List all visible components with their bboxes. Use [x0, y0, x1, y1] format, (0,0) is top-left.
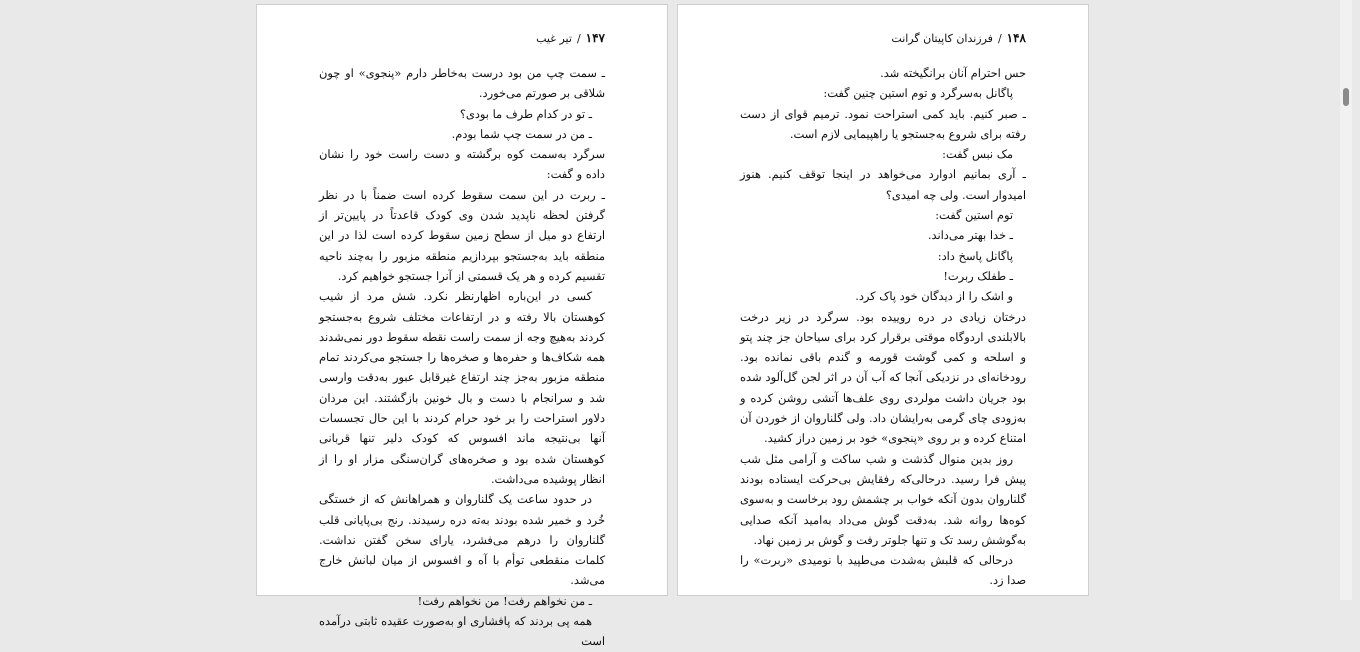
header-separator: / [997, 32, 1002, 45]
paragraph: مک نبس گفت: [942, 147, 1013, 162]
paragraph: درحالی که قلبش به‌شدت می‌طپید با نومیدی «ربرت» را صدا زد. [740, 553, 1026, 588]
book-page-left [256, 4, 668, 649]
paragraph: ـ من در سمت چپ شما بودم. [451, 126, 592, 141]
paragraph: و اشک را از دیدگان خود پاک کرد. [855, 289, 1013, 304]
paragraph: سرگرد به‌سمت کوه برگشته و دست راست خود را نشان داده و گفت: [319, 147, 605, 182]
page-number: ۱۴۸ [1006, 31, 1026, 45]
page-header [740, 31, 1026, 47]
page-body-text [740, 63, 1026, 591]
paragraph: همه پی بردند که پافشاری او به‌صورت عقیده ثابتی درآمده است [319, 614, 605, 649]
scrollbar-thumb[interactable] [1343, 88, 1349, 106]
vertical-scrollbar[interactable] [1340, 0, 1352, 600]
page-body-text [319, 63, 605, 652]
paragraph: ـ آری بمانیم ادوارد می‌خواهد در اینجا توقف کنیم. هنوز امیدوار است. ولی چه امیدی؟ [740, 167, 1026, 202]
running-title: تیر غیب [536, 32, 572, 45]
paragraph: ـ طفلک ربرت! [943, 268, 1013, 283]
paragraph: درختان زیادی در دره روییده بود. سرگرد در زیر درخت بالابلندی اردوگاه موقتی برقرار کرد برای سیاحان جز چند پتو و اسلحه و کمی گوشت قورمه و گندم باقی نمانده بود. رودخانه‌ای در نزدیکی آنجا که آب آن در اثر لجن گل‌آلود شده بود جریان داشت مولردی روی علف‌ها آتشی روشن کرده و به‌زودی چای گرمی به‌رایشان داد. ولی گلناروان از خوردن آن امتناع کرده و بر روی «پنجوی» خود بر زمین دراز کشید. [740, 309, 1026, 446]
paragraph: کسی در این‌باره اظهارنظر نکرد. شش مرد از شیب کوهستان بالا رفته و در ارتفاعات مختلف شروع به‌جستجو کردند به‌هیچ وجه از سمت راست نقطه سقوط دور نمی‌شدند همه شکاف‌ها و حفره‌ها و صخره‌ها را جستجو می‌کردند تمام منطقه مزبور به‌جز چند ارتفاع غیرقابل عبور به‌دقت وارسی شد و سرانجام با دست و بال خونین بازگشتند. این مردان دلاور استراحت را بر خود حرام کردند با این حال تجسسات آنها بی‌نتیجه ماند افسوس که کودک دلیر تنها قربانی کوهستان شده بود و صخره‌های گران‌سنگی مزار او را از انظار پوشیده می‌داشت. [319, 289, 605, 486]
paragraph: در حدود ساعت یک گلناروان و همراهانش که از خستگی خُرد و خمیر شده بودند به‌ته دره رسیدند. رنج بی‌پایانی قلب گلناروان را درهم می‌فشرد، یارای سخن گفتن نداشت. کلمات منقطعی توأم با آه و افسوس از میان لبانش خارج می‌شد. [319, 492, 605, 588]
paragraph: روز بدین منوال گذشت و شب ساکت و آرامی مثل شب پیش فرا رسید. درحالی‌که رفقایش بی‌حرکت ایستاده بودند گلناروان بدون آنکه خواب بر چشمش رود برخاست و به‌سوی کوه‌ها روانه شد. به‌دقت گوش می‌داد به‌امید آنکه صدایی به‌گوشش رسد تک و تنها جلوتر رفت و گوش بر زمین نهاد. [740, 451, 1026, 547]
paragraph: ـ من نخواهم رفت! من نخواهم رفت! [417, 593, 592, 608]
paragraph: ـ خدا بهتر می‌داند. [927, 228, 1013, 243]
paragraph: پاگانل به‌سرگرد و توم استین چنین گفت: [823, 86, 1013, 101]
paragraph: ـ تو در کدام طرف ما بودی؟ [459, 106, 592, 121]
page-header [319, 31, 605, 47]
header-separator: / [576, 32, 581, 45]
paragraph: ـ سمت چپ من بود درست به‌خاطر دارم «پنجوی» او چون شلاقی بر صورتم می‌خورد. [319, 66, 605, 101]
paragraph: ـ ربرت در این سمت سقوط کرده است ضمناً با در نظر گرفتن لحظه ناپدید شدن وی کودک قاعدتاً در پایین‌تر از ارتفاع دو میل از سطح زمین سقوط کرده است لذا در این منطقه باید به‌جستجو بپردازیم منطقه مزبور را به‌چند ناحیه تقسیم کرده و هر یک قسمتی از آنرا جستجو خواهیم کرد. [319, 187, 605, 283]
paragraph: توم استین گفت: [935, 208, 1013, 223]
page-number: ۱۴۷ [585, 31, 605, 45]
paragraph: ـ صبر کنیم. باید کمی استراحت نمود. ترمیم قوای از دست رفته برای شروع به‌جستجو یا راهپیمایی لازم است. [740, 106, 1026, 141]
paragraph: حس احترام آنان برانگیخته شد. [880, 66, 1026, 80]
paragraph: پاگانل پاسخ داد: [937, 248, 1013, 263]
book-page-right [677, 4, 1089, 596]
running-title: فرزندان کاپیتان گرانت [891, 32, 993, 45]
